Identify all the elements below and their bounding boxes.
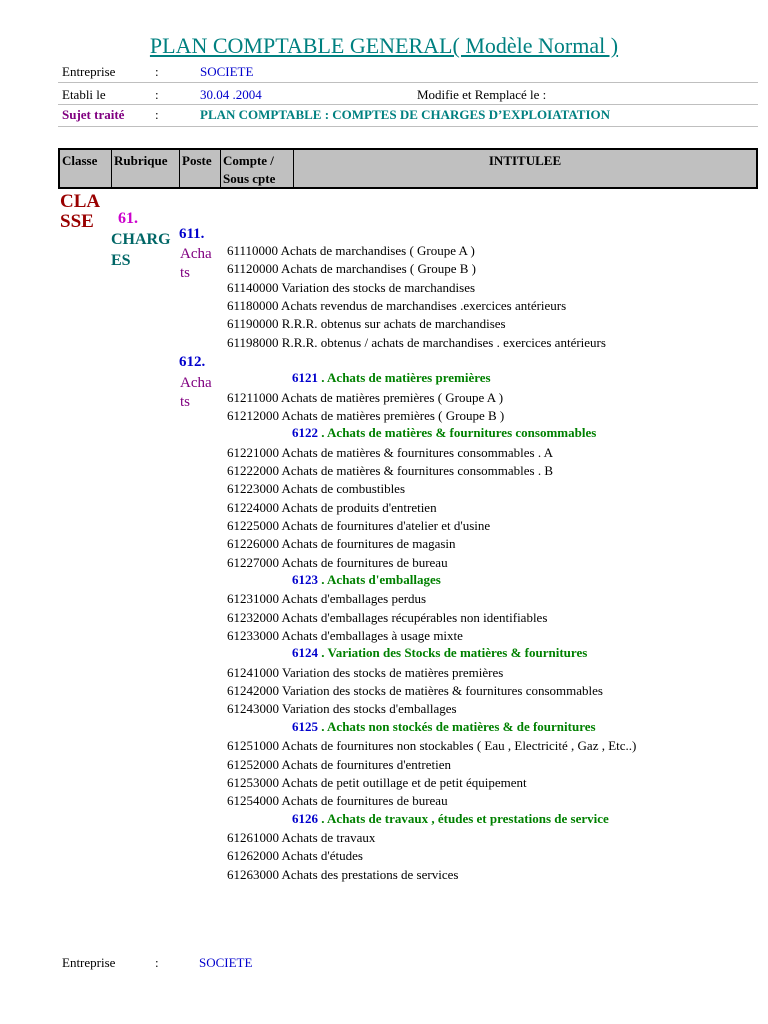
account-row: 61242000 Variation des stocks de matières & fournitures consommables [227, 683, 603, 698]
rubrique-label: CHARGES [111, 231, 171, 269]
entreprise-value: SOCIETE [200, 64, 254, 79]
footer-colon: : [155, 955, 159, 970]
etabli-colon: : [155, 87, 159, 102]
sub-account-code: 6122 [292, 425, 318, 441]
modifie-label: Modifie et Remplacé le : [417, 87, 547, 102]
poste-label: Achats [180, 246, 212, 281]
etabli-value: 30.04 .2004 [200, 87, 262, 102]
account-row: 61226000 Achats de fournitures de magasin [227, 536, 456, 552]
sujet-colon: : [155, 107, 159, 122]
sub-account-heading [292, 425, 596, 441]
sub-account-code: 6121 [292, 370, 318, 386]
account-row: 61221000 Achats de matières & fournitures consommables . A [227, 444, 554, 460]
header-poste: Poste [180, 150, 221, 187]
meta-row-etabli [0, 87, 768, 105]
header-rubrique: Rubrique [112, 150, 180, 187]
account-row: 61140000 Variation des stocks de marchandises [227, 279, 476, 295]
sub-account-heading [292, 370, 491, 386]
sub-account-code: 6124 [292, 645, 318, 661]
account-row: 61180000 Achats revendus de marchandises .exercices antérieurs [227, 298, 567, 314]
account-row: 61222000 Achats de matières & fournitures consommables . B [227, 462, 554, 478]
footer-entreprise-value: SOCIETE [199, 955, 253, 970]
divider [58, 126, 758, 127]
account-row: 61198000 R.R.R. obtenus / achats de marchandises . exercices antérieurs [227, 334, 606, 350]
account-row: 61110000 Achats de marchandises ( Groupe A ) [227, 243, 475, 258]
sub-account-heading [292, 645, 587, 661]
classe-label [60, 191, 110, 232]
sub-account-title: . Achats non stockés de matières & de fournitures [318, 718, 596, 734]
sub-account-heading [292, 811, 609, 827]
sub-account-code: 6123 [292, 572, 318, 587]
sub-account-title: . Achats de matières & fournitures consommables [318, 425, 597, 441]
header-compte: Compte / Sous cpte [221, 150, 294, 187]
meta-row-entreprise [0, 64, 768, 82]
entreprise-colon: : [155, 64, 159, 79]
rubrique-number: 61. [118, 210, 138, 227]
account-row: 61261000 Achats de travaux [227, 829, 376, 845]
sub-account-heading [292, 572, 441, 588]
header-intitulee: INTITULEE [488, 153, 562, 168]
footer-row [0, 955, 768, 973]
account-row: 61227000 Achats de fournitures de bureau [227, 554, 448, 570]
account-row: 61212000 Achats de matières premières ( Groupe B ) [227, 407, 505, 423]
header-classe: Classe [60, 150, 112, 187]
poste-number: 611. [179, 226, 205, 242]
classe-text: CLASSE [60, 191, 101, 232]
account-row: 61252000 Achats de fournitures d'entretien [227, 756, 452, 772]
meta-row-sujet [0, 107, 768, 125]
sujet-value: PLAN COMPTABLE : COMPTES DE CHARGES D’EXPLOIATATION [200, 107, 611, 122]
sub-account-title: . Variation des Stocks de matières & fournitures [318, 645, 588, 661]
etabli-label: Etabli le [62, 87, 106, 102]
entreprise-label: Entreprise [62, 64, 116, 79]
account-row: 61231000 Achats d'emballages perdus [227, 591, 427, 607]
poste-label: Achats [180, 375, 212, 410]
sub-account-title: . Achats de travaux , études et prestations de service [318, 810, 609, 826]
account-row: 61232000 Achats d'emballages récupérables non identifiables [227, 609, 548, 625]
account-row: 61190000 R.R.R. obtenus sur achats de marchandises [227, 316, 506, 332]
sub-account-code: 6126 [292, 810, 318, 826]
account-row: 61263000 Achats des prestations de services [227, 866, 459, 882]
account-row: 61262000 Achats d'études [227, 848, 363, 864]
sub-account-code: 6125 [292, 718, 318, 734]
account-row: 61241000 Variation des stocks de matières premières [227, 664, 504, 680]
divider [58, 104, 758, 105]
account-row: 61251000 Achats de fournitures non stockables ( Eau , Electricité , Gaz , Etc..) [227, 738, 637, 754]
account-row: 61253000 Achats de petit outillage et de petit équipement [227, 774, 527, 790]
account-row: 61120000 Achats de marchandises ( Groupe B ) [227, 261, 476, 277]
account-row: 61223000 Achats de combustibles [227, 481, 406, 497]
sub-account-title: . Achats d'emballages [318, 572, 441, 587]
account-row: 61233000 Achats d'emballages à usage mixte [227, 628, 463, 643]
account-row: 61243000 Variation des stocks d'emballages [227, 701, 457, 717]
account-row: 61225000 Achats de fournitures d'atelier et d'usine [227, 517, 491, 533]
account-row: 61211000 Achats de matières premières ( Groupe A ) [227, 389, 504, 405]
divider [58, 82, 758, 83]
sub-account-title: . Achats de matières premières [318, 370, 491, 386]
footer-entreprise-label: Entreprise [62, 955, 116, 970]
table-header [58, 148, 758, 189]
sujet-label: Sujet traité [62, 107, 125, 122]
poste-number: 612. [179, 354, 206, 370]
page-title: PLAN COMPTABLE GENERAL( Modèle Normal ) [149, 33, 619, 58]
account-row: 61254000 Achats de fournitures de bureau [227, 793, 448, 809]
account-row: 61224000 Achats de produits d'entretien [227, 499, 437, 515]
sub-account-heading [292, 719, 596, 735]
